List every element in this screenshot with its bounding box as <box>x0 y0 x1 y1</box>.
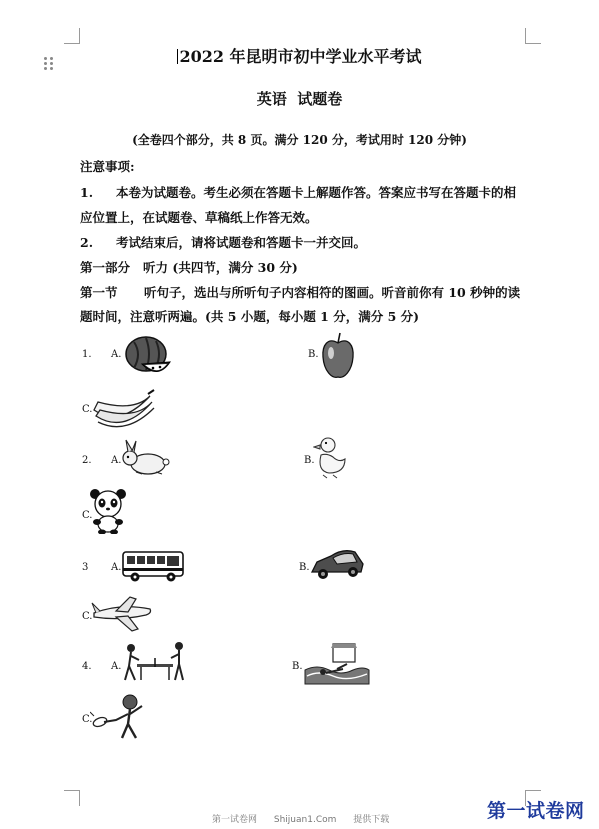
option-label: C. <box>82 404 93 415</box>
apple-picture <box>320 331 356 381</box>
instruction-number: 1. <box>80 185 94 200</box>
watermelon-picture <box>122 334 172 378</box>
instruction-text: 本卷为试题卷。考生必须在答题卡上解题作答。答案应书写在答题卡的相 <box>116 185 517 200</box>
page-corner-mark <box>64 28 80 44</box>
option-label: B. <box>304 455 315 466</box>
option-label: A. <box>111 661 122 672</box>
option-label: B. <box>292 661 303 672</box>
brand-watermark: 第一试卷网 <box>487 800 585 822</box>
bananas-picture <box>90 388 156 430</box>
footer-site-url: Shijuan1.Com <box>273 815 337 825</box>
car-picture <box>309 546 365 584</box>
section1-line2: 题时间，注意听两遍。(共 5 小题，每小题 1 分，满分 5 分) <box>80 309 420 324</box>
footer-credits <box>212 812 403 825</box>
instruction-number: 2. <box>80 235 94 250</box>
exam-subtitle: 英语 试题卷 <box>256 90 343 108</box>
section1-line1 <box>80 283 520 301</box>
panda-picture <box>89 488 127 534</box>
page-corner-mark <box>64 790 80 806</box>
plane-picture <box>90 595 154 635</box>
instruction-2 <box>80 233 366 251</box>
table-tennis-picture <box>121 640 189 686</box>
option-label: C. <box>82 714 93 725</box>
option-label: A. <box>111 455 122 466</box>
option-label: C. <box>82 510 93 521</box>
page-corner-mark <box>525 28 541 44</box>
part1-heading: 第一部分 听力 (共四节，满分 30 分) <box>80 260 298 275</box>
option-label: B. <box>299 562 310 573</box>
instruction-text: 考试结束后，请将试题卷和答题卡一并交回。 <box>116 235 367 250</box>
section-text: 听句子，选出与所听句子内容相符的图画。听音前你有 10 秒钟的读 <box>144 285 521 300</box>
option-label: C. <box>82 611 93 622</box>
rabbit-picture <box>118 438 170 476</box>
option-label: B. <box>308 349 319 360</box>
exam-title-text: 2022 年昆明市初中学业水平考试 <box>179 47 422 66</box>
section-label: 第一节 <box>80 285 118 300</box>
instruction-1-cont: 应位置上，在试题卷、草稿纸上作答无效。 <box>80 210 318 225</box>
question-number: 2. <box>82 455 92 466</box>
duck-picture <box>313 435 349 479</box>
footer-site-name: 第一试卷网 <box>212 815 258 825</box>
exam-note: (全卷四个部分，共 8 页。满分 120 分，考试用时 120 分钟) <box>132 133 467 147</box>
bus-picture <box>121 548 185 584</box>
instructions-heading: 注意事项: <box>80 159 135 174</box>
exam-title <box>0 44 599 67</box>
option-label: A. <box>111 562 122 573</box>
question-number: 4. <box>82 661 92 672</box>
badminton-picture <box>90 692 152 742</box>
question-number: 3 <box>82 562 89 573</box>
swimming-picture <box>303 642 371 688</box>
option-label: A. <box>111 349 122 360</box>
instruction-1 <box>80 183 516 201</box>
question-number: 1. <box>82 349 92 360</box>
footer-download-text: 提供下载 <box>353 815 390 825</box>
